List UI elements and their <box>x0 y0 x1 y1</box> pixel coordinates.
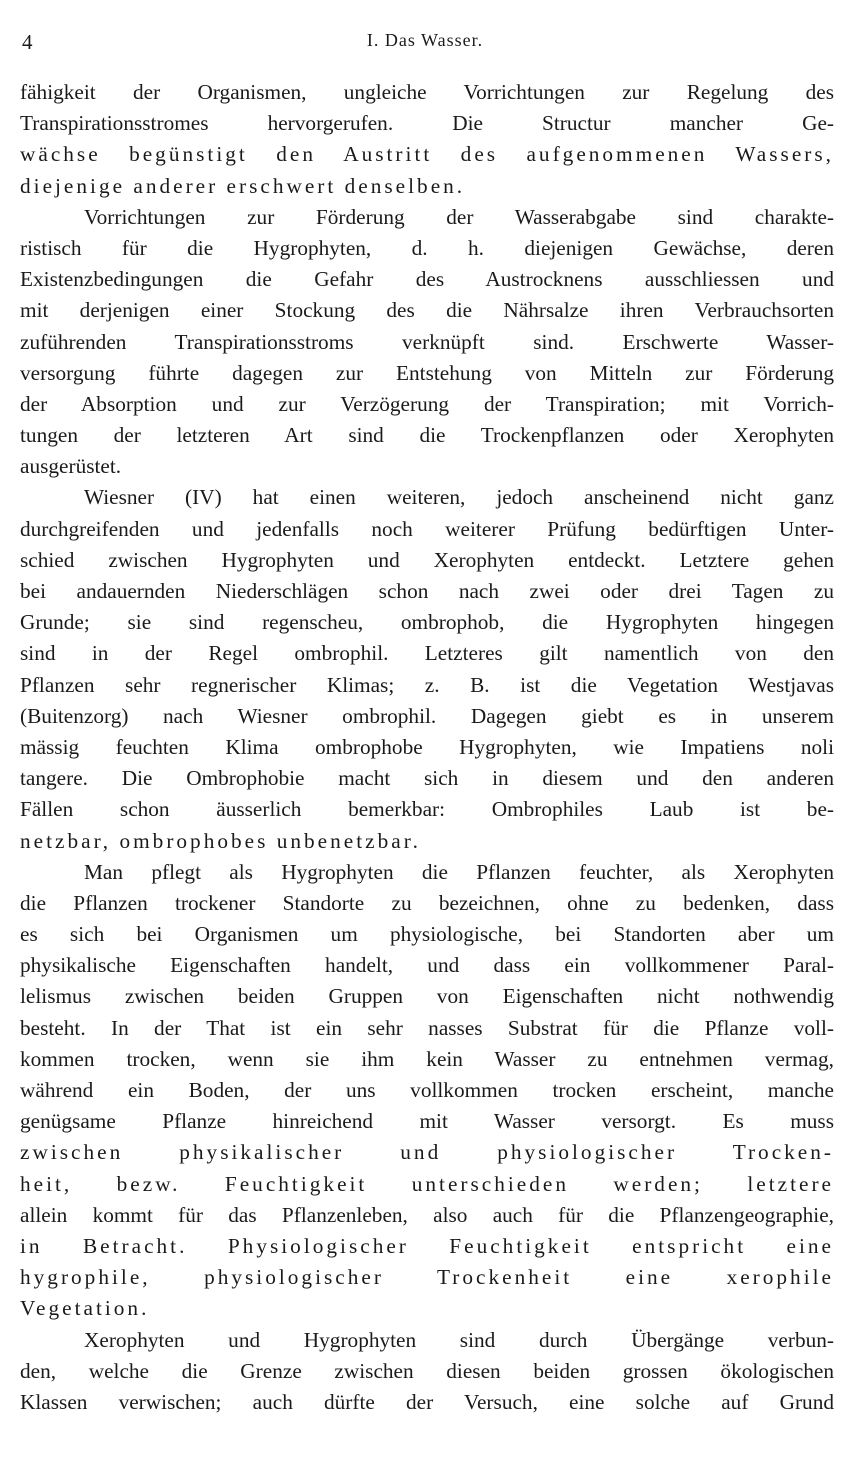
text-line: lelismus zwischen beiden Gruppen von Eigenschaften nicht nothwendig <box>20 984 834 1009</box>
text-line: zwischen physikalischer und physiologischer Trocken- <box>20 1140 834 1165</box>
text-line: Existenzbedingungen die Gefahr des Austrocknens ausschliessen und <box>20 267 834 292</box>
text-line: Klassen verwischen; auch dürfte der Versuch, eine solche auf Grund <box>20 1389 834 1414</box>
body-text <box>20 77 834 1418</box>
text-line: mässig feuchten Klima ombrophobe Hygrophyten, wie Impatiens noli <box>20 734 834 759</box>
text-line: Fällen schon äusserlich bemerkbar: Ombrophiles Laub ist be- <box>20 797 834 822</box>
text-line: genügsame Pflanze hinreichend mit Wasser versorgt. Es muss <box>20 1109 834 1134</box>
text-line: diejenige anderer erschwert denselben. <box>20 173 466 198</box>
text-line: besteht. In der That ist ein sehr nasses Substrat für die Pflanze voll- <box>20 1015 834 1040</box>
text-line: zuführenden Transpirationsstroms verknüpft sind. Erschwerte Wasser- <box>20 329 834 354</box>
text-line: schied zwischen Hygrophyten und Xerophyten entdeckt. Letztere gehen <box>20 547 834 572</box>
text-line: netzbar, ombrophobes unbenetzbar. <box>20 828 421 853</box>
text-line: durchgreifenden und jedenfalls noch weiterer Prüfung bedürftigen Unter- <box>20 516 834 541</box>
text-line: Transpirationsstromes hervorgerufen. Die Structur mancher Ge- <box>20 111 834 136</box>
text-line: ristisch für die Hygrophyten, d. h. diejenigen Gewächse, deren <box>20 235 834 260</box>
text-line: in Betracht. Physiologischer Feuchtigkeit entspricht eine <box>20 1233 834 1258</box>
text-line: während ein Boden, der uns vollkommen trocken erscheint, manche <box>20 1078 834 1102</box>
text-line: Man pflegt als Hygrophyten die Pflanzen feuchter, als Xerophyten <box>84 859 834 884</box>
text-line: kommen trocken, wenn sie ihm kein Wasser zu entnehmen vermag, <box>20 1046 834 1071</box>
text-line: tungen der letzteren Art sind die Trockenpflanzen oder Xerophyten <box>20 423 834 448</box>
text-line: Grunde; sie sind regenscheu, ombrophob, die Hygrophyten hingegen <box>20 610 834 635</box>
text-line: Wiesner (IV) hat einen weiteren, jedoch anscheinend nicht ganz <box>84 485 834 510</box>
text-line: physikalische Eigenschaften handelt, und dass ein vollkommener Paral- <box>20 953 834 978</box>
page-header <box>0 26 850 56</box>
text-line: sind in der Regel ombrophil. Letzteres gilt namentlich von den <box>20 641 834 666</box>
text-line: die Pflanzen trockener Standorte zu bezeichnen, ohne zu bedenken, dass <box>20 890 834 915</box>
page-number: 4 <box>22 30 33 54</box>
text-line: Xerophyten und Hygrophyten sind durch Übergänge verbun- <box>84 1327 834 1352</box>
text-line: heit, bezw. Feuchtigkeit unterschieden werden; letztere <box>20 1171 834 1196</box>
text-line: allein kommt für das Pflanzenleben, also auch für die Pflanzengeographie, <box>20 1202 834 1227</box>
text-line: Pflanzen sehr regnerischer Klimas; z. B. ist die Vegetation Westjavas <box>20 672 834 697</box>
text-line: Vegetation. <box>20 1296 150 1321</box>
text-line: den, welche die Grenze zwischen diesen beiden grossen ökologischen <box>20 1358 834 1383</box>
running-head: I. Das Wasser. <box>366 30 484 50</box>
text-line: Vorrichtungen zur Förderung der Wasserabgabe sind charakte- <box>84 204 834 229</box>
text-line: tangere. Die Ombrophobie macht sich in diesem und den anderen <box>20 766 834 791</box>
text-line: bei andauernden Niederschlägen schon nach zwei oder drei Tagen zu <box>20 579 834 603</box>
text-line: der Absorption und zur Verzögerung der Transpiration; mit Vorrich- <box>20 391 834 416</box>
text-line: mit derjenigen einer Stockung des die Nährsalze ihren Verbrauchsorten <box>20 298 834 323</box>
text-line: fähigkeit der Organismen, ungleiche Vorrichtungen zur Regelung des <box>20 80 834 104</box>
text-line: versorgung führte dagegen zur Entstehung von Mitteln zur Förderung <box>20 360 834 385</box>
text-line: ausgerüstet. <box>20 454 122 479</box>
text-line: hygrophile, physiologischer Trockenheit eine xerophile <box>20 1265 834 1290</box>
text-line: (Buitenzorg) nach Wiesner ombrophil. Dagegen giebt es in unserem <box>20 703 834 728</box>
text-line: wächse begünstigt den Austritt des aufgenommenen Wassers, <box>20 142 834 167</box>
text-line: es sich bei Organismen um physiologische, bei Standorten aber um <box>20 922 834 947</box>
